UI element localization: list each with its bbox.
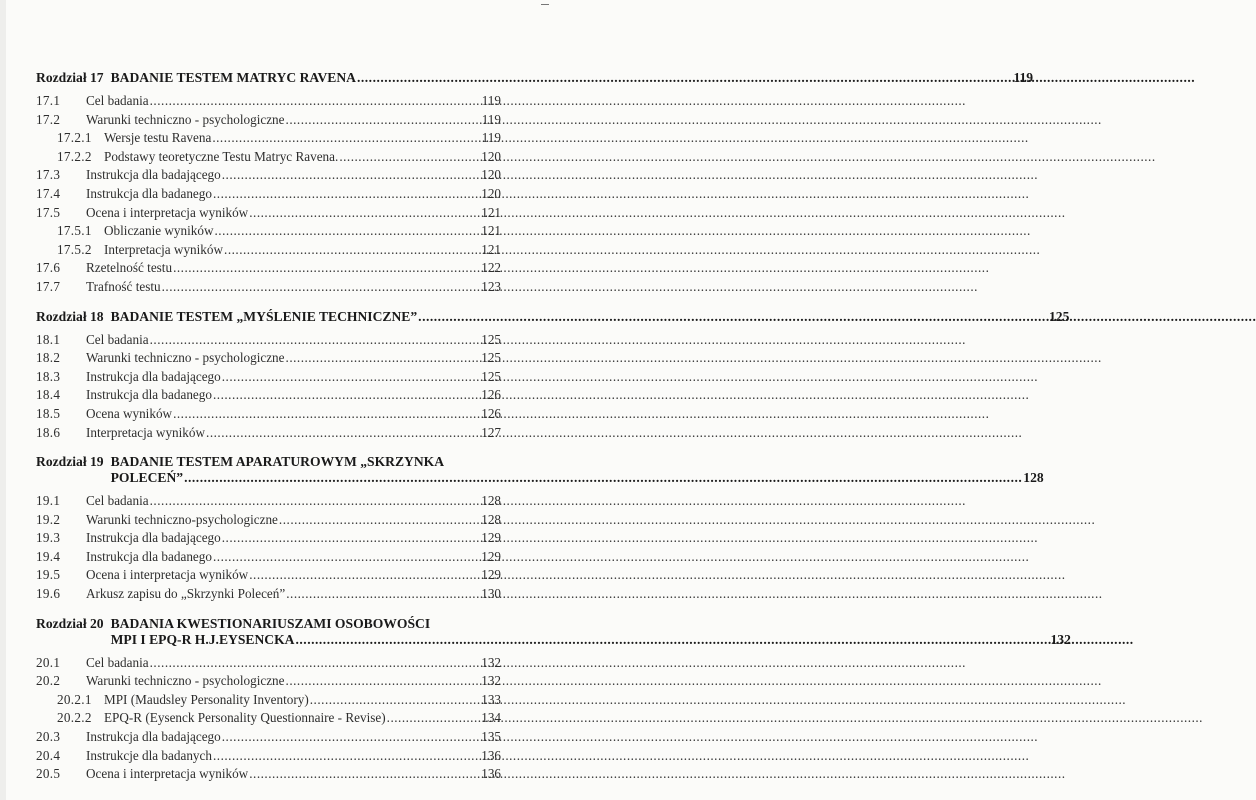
chapter-page-number: 128 — [1023, 470, 1044, 486]
chapter-19-entries — [36, 492, 501, 604]
dot-leader — [310, 691, 480, 710]
section-page-number: 120 — [481, 167, 501, 183]
section-page-number: 119 — [481, 111, 501, 127]
section-page-number: 121 — [481, 241, 501, 257]
dot-leader — [150, 654, 481, 673]
chapter-19-heading — [36, 454, 1044, 486]
dot-leader — [249, 765, 480, 784]
dot-leader — [286, 585, 480, 604]
dot-leader — [222, 529, 480, 548]
dot-leader — [213, 548, 480, 567]
chapter-18-heading — [36, 308, 1070, 325]
dot-leader — [222, 728, 480, 747]
section-number: 19.4 — [36, 548, 61, 564]
toc-subentry — [36, 148, 501, 167]
section-number: 17.3 — [36, 167, 61, 183]
chapter-title-line2: MPI I EPQ-R H.J.EYSENCKA — [110, 631, 295, 647]
dot-leader — [206, 424, 480, 443]
section-number: 19.2 — [36, 511, 61, 527]
section-page-number: 121 — [481, 204, 501, 220]
dot-leader — [357, 70, 1012, 86]
chapter-20-entries — [36, 654, 501, 784]
dot-leader — [212, 129, 480, 148]
section-page-number: 122 — [481, 260, 501, 276]
section-title: Ocena i interpretacja wyników — [86, 567, 249, 583]
dot-leader — [150, 92, 481, 111]
section-page-number: 121 — [481, 223, 501, 239]
section-title: Cel badania — [86, 493, 149, 509]
chapter-label: Rozdział 19 — [36, 454, 104, 470]
section-number: 18.2 — [36, 350, 61, 366]
section-number: 18.6 — [36, 424, 61, 440]
toc-entry — [36, 548, 501, 567]
section-title: Instrukcja dla badającego — [86, 167, 221, 183]
section-page-number: 130 — [481, 586, 501, 602]
toc-entry — [36, 349, 501, 368]
table-of-contents — [36, 70, 1071, 784]
chapter-label: Rozdział 18 — [36, 308, 104, 324]
section-title: Instrukcje dla badanych — [86, 747, 212, 763]
subsection-number: 20.2.1 — [57, 691, 92, 707]
dot-leader — [184, 470, 1022, 486]
section-page-number: 135 — [481, 729, 501, 745]
section-number: 17.4 — [36, 185, 61, 201]
section-title: Instrukcja dla badanego — [86, 548, 212, 564]
chapter-title-line1: BADANIA KWESTIONARIUSZAMI OSOBOWOŚCI — [110, 615, 431, 631]
section-page-number: 125 — [481, 368, 501, 384]
section-title: Instrukcja dla badającego — [86, 530, 221, 546]
toc-entry — [36, 204, 501, 223]
section-title: Ocena wyników — [86, 405, 173, 421]
dot-leader — [173, 259, 480, 278]
section-page-number: 120 — [481, 185, 501, 201]
section-number: 17.7 — [36, 278, 61, 294]
toc-entry — [36, 492, 501, 511]
chapter-17-heading — [36, 70, 1034, 86]
dot-leader — [224, 241, 480, 260]
chapter-17-entries — [36, 92, 501, 297]
section-page-number: 129 — [481, 530, 501, 546]
section-title: Arkusz zapisu do „Skrzynki Poleceń” — [86, 586, 286, 602]
toc-entry — [36, 92, 501, 111]
section-number: 17.6 — [36, 260, 61, 276]
toc-entry — [36, 511, 501, 530]
section-page-number: 132 — [481, 673, 501, 689]
section-page-number: 132 — [481, 654, 501, 670]
toc-entry — [36, 529, 501, 548]
section-number: 17.5 — [36, 204, 61, 220]
chapter-18-entries — [36, 331, 501, 443]
section-title: Cel badania — [86, 331, 149, 347]
section-title: Cel badania — [86, 654, 149, 670]
chapter-20-heading — [36, 615, 1071, 648]
section-title: Warunki techniczno-psychologiczne — [86, 511, 278, 527]
toc-entry — [36, 672, 501, 691]
toc-entry — [36, 765, 501, 784]
toc-entry — [36, 654, 501, 673]
subsection-title: Podstawy teoretyczne Testu Matryc Ravena. — [104, 148, 339, 164]
toc-entry — [36, 259, 501, 278]
dot-leader — [222, 166, 480, 185]
subsection-title: MPI (Maudsley Personality Inventory) — [104, 691, 309, 707]
section-number: 18.4 — [36, 387, 61, 403]
section-page-number: 123 — [481, 278, 501, 294]
toc-entry — [36, 331, 501, 350]
section-title: Warunki techniczno - psychologiczne — [86, 673, 285, 689]
chapter-title-line2: POLECEŃ” — [110, 470, 184, 486]
toc-entry — [36, 585, 501, 604]
section-page-number: 129 — [481, 548, 501, 564]
section-title: Ocena i interpretacja wyników — [86, 766, 249, 782]
section-number: 18.3 — [36, 368, 61, 384]
section-title: Instrukcja dla badającego — [86, 368, 221, 384]
section-title: Warunki techniczno - psychologiczne — [86, 350, 285, 366]
section-page-number: 133 — [481, 691, 501, 707]
dot-leader — [215, 222, 481, 241]
section-title: Warunki techniczno - psychologiczne — [86, 111, 285, 127]
dot-leader — [296, 632, 1050, 648]
section-number: 20.5 — [36, 766, 61, 782]
section-page-number: 119 — [481, 93, 501, 108]
toc-entry — [36, 728, 501, 747]
dot-leader — [162, 278, 481, 297]
dot-leader — [213, 386, 480, 405]
section-page-number: 126 — [481, 405, 501, 421]
section-number: 20.3 — [36, 729, 61, 745]
dot-leader — [150, 331, 481, 350]
section-number: 18.5 — [36, 405, 61, 421]
section-number: 19.1 — [36, 493, 61, 509]
subsection-number: 17.2.1 — [57, 130, 92, 146]
dot-leader — [249, 204, 480, 223]
toc-subentry — [36, 222, 501, 241]
chapter-label: Rozdział 17 — [36, 70, 104, 85]
section-title: Trafność testu — [86, 278, 161, 294]
dot-leader — [279, 511, 480, 530]
toc-subentry — [36, 241, 501, 260]
dot-leader — [150, 492, 481, 511]
section-number: 19.6 — [36, 586, 61, 602]
section-title: Instrukcja dla badanego — [86, 387, 212, 403]
dot-leader — [286, 672, 481, 691]
section-page-number: 136 — [481, 747, 501, 763]
subsection-number: 17.5.1 — [57, 223, 92, 239]
chapter-title: BADANIE TESTEM MATRYC RAVENA — [110, 70, 356, 85]
section-page-number: 125 — [481, 350, 501, 366]
chapter-page-number: 125 — [1048, 308, 1070, 324]
section-title: Ocena i interpretacja wyników — [86, 204, 249, 220]
dot-leader — [387, 709, 481, 728]
section-number: 20.1 — [36, 654, 61, 670]
section-page-number: 126 — [481, 387, 501, 403]
subsection-title: EPQ-R (Eysenck Personality Questionnaire - Revise) — [104, 710, 386, 726]
subsection-number: 17.5.2 — [57, 241, 92, 257]
subsection-title: Obliczanie wyników — [104, 223, 214, 239]
dot-leader — [418, 309, 1048, 325]
chapter-page-number: 132 — [1050, 631, 1071, 647]
chapter-title: BADANIE TESTEM „MYŚLENIE TECHNICZNE” — [110, 308, 418, 324]
section-title: Instrukcja dla badanego — [86, 185, 212, 201]
section-title: Instrukcja dla badającego — [86, 729, 221, 745]
section-number: 17.2 — [36, 111, 61, 127]
toc-entry — [36, 278, 501, 297]
chapter-label: Rozdział 20 — [36, 615, 104, 631]
section-number: 20.4 — [36, 747, 61, 763]
chapter-title-line1: BADANIE TESTEM APARATUROWYM „SKRZYNKA — [110, 454, 445, 470]
section-page-number: 120 — [481, 148, 501, 164]
dot-leader — [213, 185, 480, 204]
toc-entry — [36, 166, 501, 185]
section-page-number: 125 — [481, 331, 501, 347]
section-title: Interpretacja wyników — [86, 424, 206, 440]
toc-subentry — [36, 129, 501, 148]
subsection-title: Interpretacja wyników — [104, 241, 224, 257]
toc-subentry — [36, 709, 501, 728]
section-page-number: 134 — [481, 710, 501, 726]
section-page-number: 119 — [481, 130, 501, 146]
section-page-number: 128 — [481, 493, 501, 509]
section-title: Cel badania — [86, 93, 149, 108]
toc-entry — [36, 747, 501, 766]
dot-leader — [286, 111, 481, 130]
subsection-number: 17.2.2 — [57, 148, 92, 164]
dot-leader — [249, 566, 480, 585]
toc-entry — [36, 111, 501, 130]
section-page-number: 127 — [481, 424, 501, 440]
section-number: 19.3 — [36, 530, 61, 546]
chapter-page-number: 119 — [1013, 70, 1034, 85]
section-number: 20.2 — [36, 673, 61, 689]
page-corner-mark — [541, 4, 549, 5]
subsection-number: 20.2.2 — [57, 710, 92, 726]
section-number: 18.1 — [36, 331, 61, 347]
dot-leader — [173, 405, 480, 424]
toc-entry — [36, 386, 501, 405]
toc-subentry — [36, 691, 501, 710]
section-title: Rzetelność testu — [86, 260, 173, 276]
dot-leader — [222, 368, 480, 387]
toc-entry — [36, 368, 501, 387]
page-binding-edge — [0, 0, 6, 800]
toc-entry — [36, 424, 501, 443]
toc-entry — [36, 405, 501, 424]
section-page-number: 129 — [481, 567, 501, 583]
section-page-number: 136 — [481, 766, 501, 782]
toc-entry — [36, 566, 501, 585]
dot-leader — [339, 148, 480, 167]
dot-leader — [286, 349, 481, 368]
section-number: 17.1 — [36, 93, 61, 108]
dot-leader — [213, 747, 480, 766]
section-number: 19.5 — [36, 567, 61, 583]
section-page-number: 128 — [481, 511, 501, 527]
toc-entry — [36, 185, 501, 204]
subsection-title: Wersje testu Ravena — [104, 130, 212, 146]
